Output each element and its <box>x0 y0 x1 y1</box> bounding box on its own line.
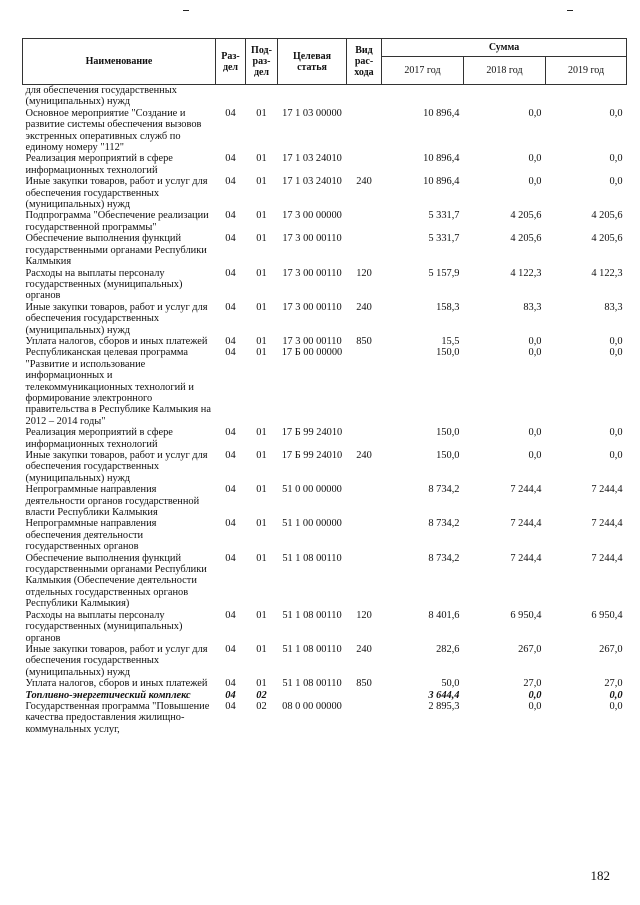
row-expense-type: 120 <box>356 609 372 621</box>
row-sum-2019: 267,0 <box>599 643 623 655</box>
row-sum-2017: 10 896,4 <box>423 107 460 119</box>
row-target-article: 17 Б 99 24010 <box>281 427 343 439</box>
row-razdel: 04 <box>225 700 236 712</box>
row-name: Реализация мероприятий в сфере информационных технологий <box>25 427 173 450</box>
row-razdel: 04 <box>225 267 236 279</box>
row-target-article: 17 3 00 00110 <box>282 335 342 347</box>
row-sum-2018: 0,0 <box>528 700 542 712</box>
row-expense-type <box>347 210 382 233</box>
table-row <box>23 268 627 302</box>
row-name: Непрограммные направления обеспечения деятельности государственных органов <box>25 518 157 553</box>
table-row <box>23 176 627 210</box>
row-razdel: 04 <box>225 552 236 564</box>
row-sum-2019: 0,0 <box>609 153 623 165</box>
table-row <box>23 210 627 233</box>
row-name: Обеспечение выполнения функций государственными органами Республики Калмыкия <box>25 233 207 268</box>
row-sum-2018: 0,0 <box>528 427 542 439</box>
col-header-summa: Сумма <box>382 39 627 57</box>
row-expense-type <box>347 153 382 176</box>
row-sum-2017: 5 331,7 <box>428 210 460 222</box>
row-expense-type <box>347 85 382 108</box>
row-sum-2018 <box>464 85 546 108</box>
row-sum-2018: 83,3 <box>523 301 542 313</box>
row-razdel: 04 <box>225 689 236 701</box>
row-podrazdel: 01 <box>256 518 267 530</box>
table-row <box>23 701 627 735</box>
row-expense-type: 240 <box>356 176 372 188</box>
row-sum-2017: 8 734,2 <box>428 518 460 530</box>
row-expense-type <box>347 518 382 552</box>
row-sum-2018: 0,0 <box>528 689 542 701</box>
row-podrazdel: 01 <box>256 609 267 621</box>
table-row <box>23 336 627 347</box>
row-podrazdel: 01 <box>256 233 267 245</box>
row-razdel: 04 <box>225 233 236 245</box>
col-header-target: Целевая статья <box>278 39 347 85</box>
row-sum-2018: 267,0 <box>518 643 542 655</box>
table-row <box>23 644 627 678</box>
row-name: Уплата налогов, сборов и иных платежей <box>25 678 208 690</box>
row-target-article: 51 1 08 00110 <box>282 678 342 690</box>
scan-mark-right <box>567 10 573 11</box>
row-sum-2017: 10 896,4 <box>423 176 460 188</box>
row-sum-2019: 0,0 <box>609 700 623 712</box>
row-name: Расходы на выплаты персоналу государственных (муниципальных) органов <box>25 267 183 302</box>
row-razdel: 04 <box>225 643 236 655</box>
row-sum-2018: 6 950,4 <box>510 609 542 621</box>
row-target-article: 51 1 08 00110 <box>282 643 342 655</box>
row-sum-2018: 7 244,4 <box>510 552 542 564</box>
col-header-2019: 2019 год <box>546 57 627 85</box>
row-sum-2017: 150,0 <box>436 347 460 359</box>
table-row <box>23 153 627 176</box>
row-sum-2017: 8 734,2 <box>428 552 460 564</box>
row-sum-2019: 6 950,4 <box>591 609 623 621</box>
row-name: Государственная программа "Повышение качества предоставления жилищно-коммунальных услуг, <box>25 700 210 735</box>
budget-table <box>22 38 627 735</box>
row-name: Обеспечение выполнения функций государственными органами Республики Калмыкия (Обеспечение деятельности отдельных государственных органов Республики Калмыкия) <box>25 552 207 610</box>
row-sum-2018: 0,0 <box>528 450 542 461</box>
row-name: Основное мероприятие "Создание и развитие системы обеспечения вызовов экстренных оперативных служб по единому номеру "112" <box>25 107 202 154</box>
row-sum-2018: 4 205,6 <box>510 210 542 222</box>
row-podrazdel: 01 <box>256 153 267 165</box>
row-target-article: 51 1 08 00110 <box>282 609 342 621</box>
row-target-article <box>278 690 347 701</box>
row-sum-2017: 3 644,4 <box>428 689 460 701</box>
row-sum-2019: 7 244,4 <box>591 552 623 564</box>
row-sum-2018: 0,0 <box>528 153 542 165</box>
row-target-article: 51 1 00 00000 <box>282 518 342 530</box>
row-sum-2019: 83,3 <box>604 301 623 313</box>
row-name: Непрограммные направления деятельности органов государственной власти Республики Калмыкия <box>25 484 200 519</box>
row-expense-type <box>347 484 382 518</box>
row-razdel: 04 <box>225 153 236 165</box>
row-razdel: 04 <box>225 678 236 690</box>
row-razdel: 04 <box>225 335 236 347</box>
row-target-article: 51 1 08 00110 <box>282 552 342 564</box>
row-podrazdel: 01 <box>256 678 267 690</box>
row-sum-2017: 2 895,3 <box>428 700 460 712</box>
row-podrazdel: 01 <box>256 267 267 279</box>
table-row <box>23 450 627 484</box>
table-row <box>23 427 627 450</box>
row-sum-2017: 50,0 <box>441 678 460 690</box>
row-expense-type <box>347 233 382 267</box>
table-row <box>23 347 627 427</box>
row-sum-2018: 7 244,4 <box>510 484 542 496</box>
row-sum-2017: 150,0 <box>436 450 460 461</box>
row-sum-2019: 0,0 <box>609 335 623 347</box>
table-row <box>23 484 627 518</box>
row-expense-type: 120 <box>356 267 372 279</box>
scan-mark-left <box>183 10 189 11</box>
row-name: Иные закупки товаров, работ и услуг для обеспечения государственных (муниципальных) нужд <box>25 176 208 211</box>
row-podrazdel: 01 <box>256 347 267 359</box>
row-sum-2017: 10 896,4 <box>423 153 460 165</box>
row-sum-2018: 0,0 <box>528 347 542 359</box>
row-expense-type: 240 <box>356 450 372 461</box>
row-target-article: 17 Б 00 00000 <box>281 347 343 359</box>
row-razdel: 04 <box>225 176 236 188</box>
row-target-article: 17 1 03 00000 <box>282 107 342 119</box>
row-podrazdel: 01 <box>256 210 267 222</box>
row-sum-2019: 0,0 <box>609 689 623 701</box>
row-name: Республиканская целевая программа "Развитие и использование информационных и телекоммуникационных технологий и формирование электронного правительства в Республике Калмыкия на 2012 – 2014 годы" <box>25 347 211 427</box>
row-name: Реализация мероприятий в сфере информационных технологий <box>25 153 173 176</box>
table-row <box>23 85 627 108</box>
col-header-2018: 2018 год <box>464 57 546 85</box>
col-header-vid: Вид рас- хода <box>347 39 382 85</box>
table-row <box>23 233 627 267</box>
row-sum-2019: 4 205,6 <box>591 233 623 245</box>
row-razdel: 04 <box>225 450 236 461</box>
row-sum-2017: 15,5 <box>441 335 460 347</box>
row-podrazdel: 01 <box>256 484 267 496</box>
row-razdel: 04 <box>225 301 236 313</box>
row-target-article: 17 Б 99 24010 <box>281 450 343 461</box>
page-number: 182 <box>590 868 610 883</box>
row-podrazdel: 02 <box>256 700 267 712</box>
row-razdel: 04 <box>225 107 236 119</box>
row-sum-2017: 5 157,9 <box>428 267 460 279</box>
row-expense-type <box>347 690 382 701</box>
row-expense-type <box>347 553 382 610</box>
row-sum-2019: 27,0 <box>604 678 623 690</box>
row-target-article: 17 3 00 00110 <box>282 301 342 313</box>
row-sum-2018: 0,0 <box>528 107 542 119</box>
row-podrazdel: 01 <box>256 552 267 564</box>
table-row <box>23 690 627 701</box>
row-sum-2019: 0,0 <box>609 427 623 439</box>
row-podrazdel: 01 <box>256 335 267 347</box>
row-expense-type: 240 <box>356 301 372 313</box>
row-razdel: 04 <box>225 484 236 496</box>
row-razdel: 04 <box>225 210 236 222</box>
row-expense-type <box>347 427 382 450</box>
col-header-name: Наименование <box>23 39 216 85</box>
row-podrazdel: 01 <box>256 176 267 188</box>
row-sum-2017 <box>382 85 464 108</box>
table-row <box>23 678 627 689</box>
row-sum-2017: 158,3 <box>436 301 460 313</box>
row-name: для обеспечения государственных (муниципальных) нужд <box>25 85 177 108</box>
row-name: Расходы на выплаты персоналу государственных (муниципальных) органов <box>25 609 183 644</box>
row-expense-type: 850 <box>356 678 372 690</box>
table-body <box>23 85 627 736</box>
row-name: Иные закупки товаров, работ и услуг для обеспечения государственных (муниципальных) нужд <box>25 301 208 336</box>
row-razdel: 04 <box>225 609 236 621</box>
row-sum-2018: 4 205,6 <box>510 233 542 245</box>
row-target-article: 17 3 00 00110 <box>282 233 342 245</box>
row-target-article: 17 1 03 24010 <box>282 176 342 188</box>
row-sum-2018: 0,0 <box>528 176 542 188</box>
row-sum-2019: 0,0 <box>609 347 623 359</box>
row-podrazdel: 01 <box>256 301 267 313</box>
row-podrazdel: 01 <box>256 427 267 439</box>
row-razdel: 04 <box>225 347 236 359</box>
row-sum-2019: 4 205,6 <box>591 210 623 222</box>
row-podrazdel: 01 <box>256 450 267 461</box>
row-razdel <box>216 85 246 108</box>
row-target-article: 51 0 00 00000 <box>282 484 342 496</box>
row-sum-2018: 7 244,4 <box>510 518 542 530</box>
row-sum-2017: 8 734,2 <box>428 484 460 496</box>
row-sum-2019: 0,0 <box>609 176 623 188</box>
row-sum-2019: 0,0 <box>609 450 623 461</box>
row-sum-2019: 7 244,4 <box>591 518 623 530</box>
row-name: Подпрограмма "Обеспечение реализации государственной программы" <box>25 210 209 233</box>
row-target-article: 08 0 00 00000 <box>282 700 342 712</box>
row-expense-type <box>347 108 382 154</box>
row-podrazdel: 01 <box>256 107 267 119</box>
table-row <box>23 108 627 154</box>
row-expense-type <box>347 347 382 427</box>
row-expense-type <box>347 701 382 735</box>
col-header-podrazdel: Под- раз- дел <box>246 39 278 85</box>
row-podrazdel: 01 <box>256 643 267 655</box>
row-target-article <box>278 85 347 108</box>
row-name: Уплата налогов, сборов и иных платежей <box>25 335 208 347</box>
table-row <box>23 518 627 552</box>
table-row <box>23 610 627 644</box>
row-sum-2019: 4 122,3 <box>591 267 623 279</box>
row-razdel: 04 <box>225 518 236 530</box>
col-header-2017: 2017 год <box>382 57 464 85</box>
row-sum-2017: 150,0 <box>436 427 460 439</box>
row-sum-2018: 27,0 <box>523 678 542 690</box>
col-header-razdel: Раз- дел <box>216 39 246 85</box>
table-row <box>23 302 627 336</box>
row-sum-2019: 0,0 <box>609 107 623 119</box>
row-sum-2017: 282,6 <box>436 643 460 655</box>
row-target-article: 17 3 00 00000 <box>282 210 342 222</box>
row-sum-2017: 8 401,6 <box>428 609 460 621</box>
row-razdel: 04 <box>225 427 236 439</box>
table-row <box>23 553 627 610</box>
row-target-article: 17 3 00 00110 <box>282 267 342 279</box>
row-target-article: 17 1 03 24010 <box>282 153 342 165</box>
row-sum-2018: 4 122,3 <box>510 267 542 279</box>
row-expense-type: 850 <box>356 335 372 347</box>
row-name: Иные закупки товаров, работ и услуг для обеспечения государственных (муниципальных) нужд <box>25 643 208 678</box>
row-sum-2017: 5 331,7 <box>428 233 460 245</box>
row-name: Иные закупки товаров, работ и услуг для обеспечения государственных (муниципальных) нужд <box>25 450 208 484</box>
row-podrazdel: 02 <box>256 689 267 701</box>
row-sum-2018: 0,0 <box>528 335 542 347</box>
row-name: Топливно-энергетический комплекс <box>25 689 191 701</box>
row-sum-2019: 7 244,4 <box>591 484 623 496</box>
row-podrazdel <box>246 85 278 108</box>
row-sum-2019 <box>546 85 627 108</box>
row-expense-type: 240 <box>356 643 372 655</box>
